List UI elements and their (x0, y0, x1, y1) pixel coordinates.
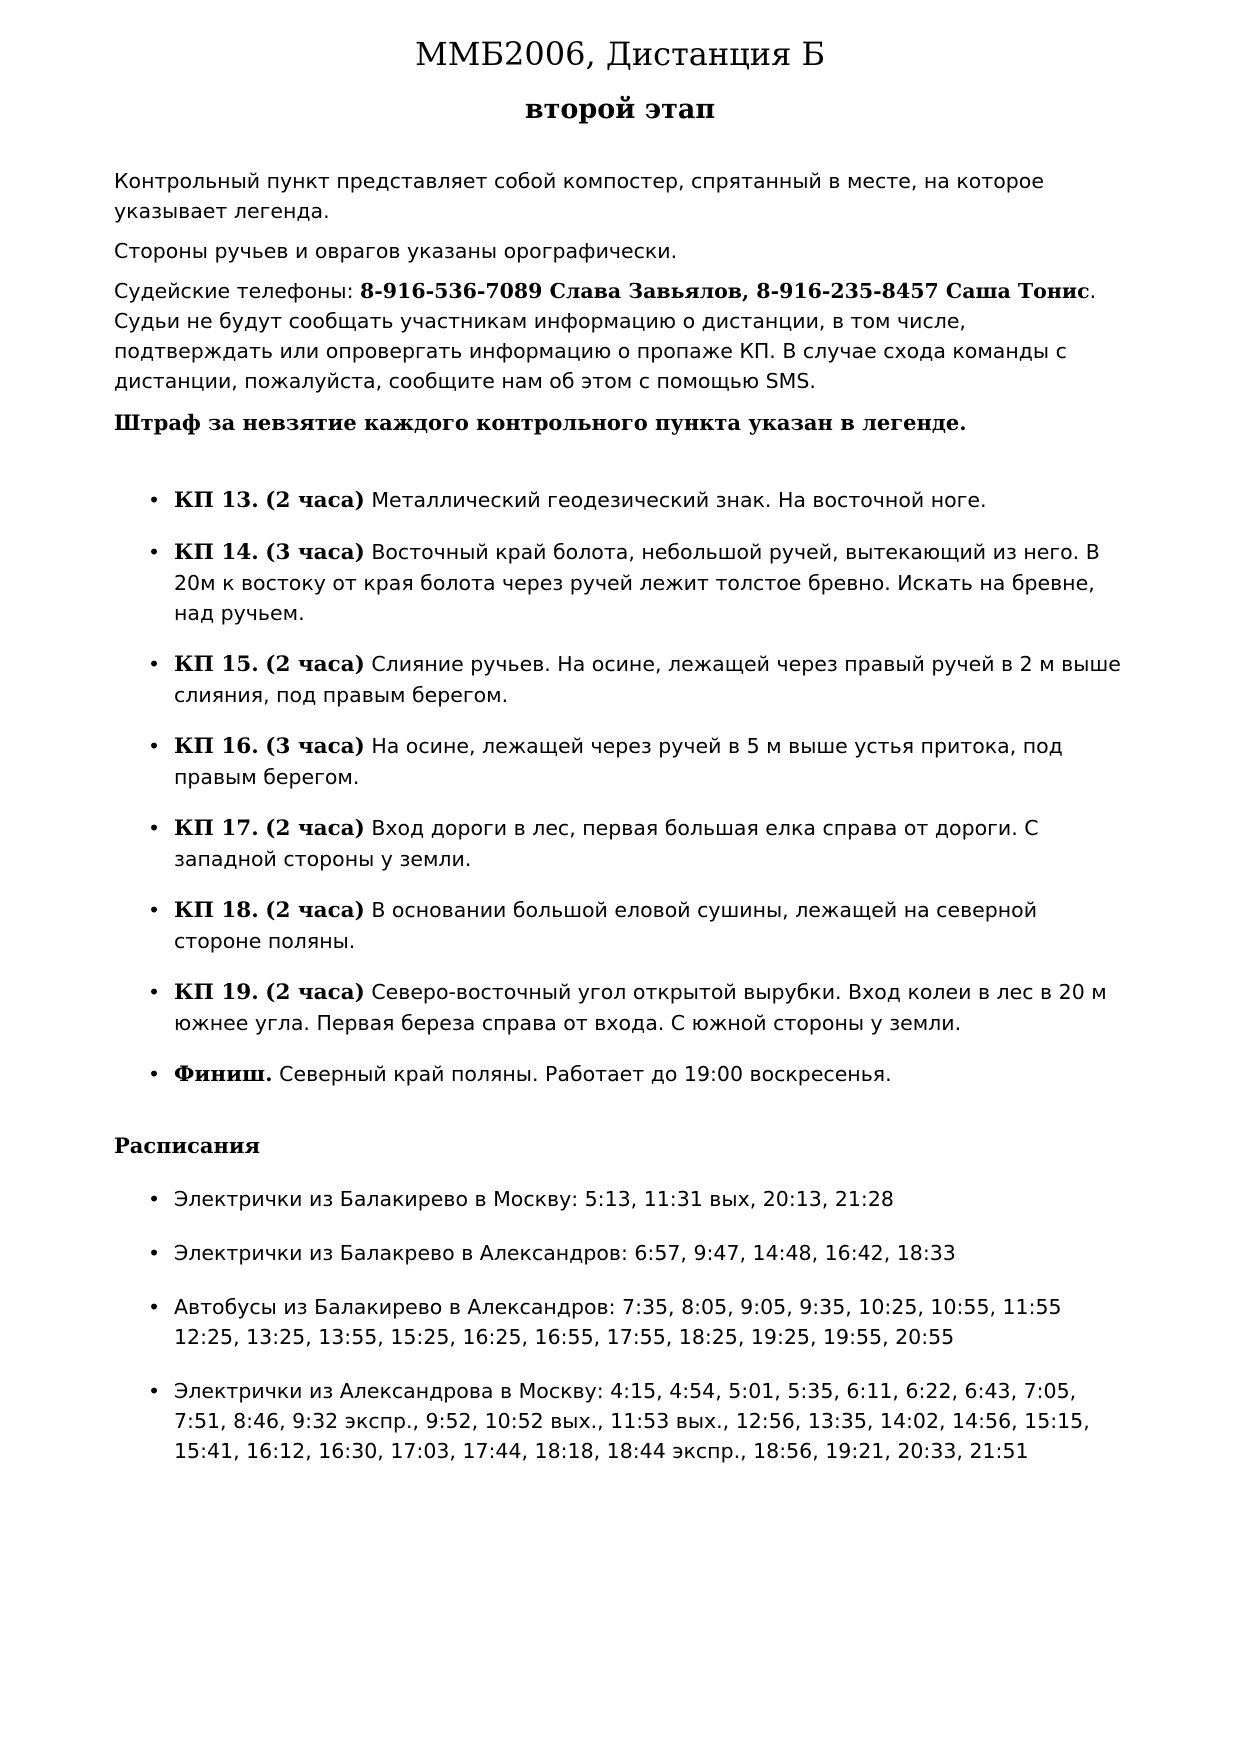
schedule-item (114, 1238, 1126, 1268)
checkpoint-penalty: (2 часа) (265, 898, 365, 923)
finish-head: Финиш. (174, 1062, 273, 1087)
checkpoint-text: Вход дороги в лес, первая большая елка справа от дороги. С западной стороны у земли. (174, 816, 1039, 871)
checkpoint-penalty: (3 часа) (265, 734, 365, 759)
bullet-icon: • (148, 1187, 161, 1211)
finish-item (114, 1059, 1126, 1090)
checkpoint-item (114, 895, 1126, 956)
bullet-icon: • (148, 980, 161, 1004)
checkpoint-penalty: (2 часа) (265, 980, 365, 1005)
schedule-item (114, 1184, 1126, 1214)
checkpoint-text: Слияние ручьев. На осине, лежащей через правый ручей в 2 м выше слияния, под правым берегом. (174, 652, 1121, 707)
intro-paragraph-checkpoint: Контрольный пункт представляет собой компостер, спрятанный в месте, на которое указывает легенда. (114, 169, 1044, 223)
checkpoint-item (114, 537, 1126, 628)
checkpoint-item (114, 485, 1126, 516)
penalty-note: Штраф за невзятие каждого контрольного пункта указан в легенде. (114, 410, 967, 435)
intro-paragraph-orography: Стороны ручьев и оврагов указаны орографически. (114, 239, 678, 263)
checkpoint-item (114, 977, 1126, 1038)
judges-note: . Судьи не будут сообщать участникам информацию о дистанции, в том числе, подтверждать или опровергать информацию о пропаже КП. В случае схода команды с дистанции, пожалуйста, сообщите нам об этом с помощью SMS. (114, 279, 1097, 393)
checkpoint-text: В основании большой еловой сушины, лежащей на северной стороне поляны. (174, 898, 1038, 953)
bullet-icon: • (148, 734, 161, 758)
schedule-text: Электрички из Александрова в Москву: 4:15, 4:54, 5:01, 5:35, 6:11, 6:22, 6:43, 7:05, 7:51, 8:46, 9:32 экспр., 9:52, 10:52 вых., 11:53 вых., 12:56, 13:35, 14:02, 14:56, 15:15, 15:41, 16:12, 16:30, 17:03, 17:44, 18:18, 18:44 экспр., 18:56, 19:21, 20:33, 21:51 (174, 1379, 1090, 1463)
checkpoint-item (114, 731, 1126, 792)
schedule-item (114, 1376, 1126, 1466)
checkpoint-head: КП 15. (174, 652, 259, 677)
schedule-list (114, 1184, 1126, 1466)
checkpoint-list (114, 485, 1126, 1090)
schedule-item (114, 1292, 1126, 1352)
finish-text: Северный край поляны. Работает до 19:00 воскресенья. (279, 1062, 892, 1086)
bullet-icon: • (148, 1241, 161, 1265)
schedule-text: Автобусы из Балакирево в Александров: 7:35, 8:05, 9:05, 9:35, 10:25, 10:55, 11:55 12:25, 13:25, 13:55, 15:25, 16:25, 16:55, 17:55, 18:25, 19:25, 19:55, 20:55 (174, 1295, 1062, 1349)
judges-phones: 8-916-536-7089 Слава Завьялов, 8-916-235-8457 Саша Тонис (360, 279, 1090, 303)
checkpoint-penalty: (2 часа) (265, 652, 365, 677)
bullet-icon: • (148, 1295, 161, 1319)
schedule-text: Электрички из Балакирево в Москву: 5:13, 11:31 вых, 20:13, 21:28 (174, 1187, 894, 1211)
bullet-icon: • (148, 652, 161, 676)
checkpoint-item (114, 813, 1126, 874)
checkpoint-head: КП 18. (174, 898, 259, 923)
checkpoint-head: КП 19. (174, 980, 259, 1005)
bullet-icon: • (148, 816, 161, 840)
page-title: ММБ2006, Дистанция Б (415, 35, 825, 73)
bullet-icon: • (148, 898, 161, 922)
bullet-icon: • (148, 540, 161, 564)
document-page (114, 30, 1126, 1490)
bullet-icon: • (148, 1379, 161, 1403)
checkpoint-penalty: (2 часа) (265, 488, 365, 513)
page-subtitle: второй этап (524, 94, 716, 125)
checkpoint-head: КП 13. (174, 488, 259, 513)
intro-paragraph-judges (114, 276, 1126, 396)
schedule-heading: Расписания (114, 1133, 260, 1158)
checkpoint-item (114, 649, 1126, 710)
checkpoint-head: КП 17. (174, 816, 259, 841)
checkpoint-text: На осине, лежащей через ручей в 5 м выше устья притока, под правым берегом. (174, 734, 1063, 789)
checkpoint-head: КП 14. (174, 540, 259, 565)
checkpoint-text: Металлический геодезический знак. На восточной ноге. (371, 488, 987, 512)
judges-phones-label: Судейские телефоны: (114, 279, 361, 303)
checkpoint-penalty: (2 часа) (265, 816, 365, 841)
checkpoint-text: Восточный край болота, небольшой ручей, вытекающий из него. В 20м к востоку от края болота через ручей лежит толстое бревно. Искать на бревне, над ручьем. (174, 540, 1100, 625)
checkpoint-penalty: (3 часа) (265, 540, 365, 565)
checkpoint-text: Северо-восточный угол открытой вырубки. Вход колеи в лес в 20 м южнее угла. Первая береза справа от входа. С южной стороны у земли. (174, 980, 1107, 1035)
checkpoint-head: КП 16. (174, 734, 259, 759)
bullet-icon: • (148, 488, 161, 512)
bullet-icon: • (148, 1062, 161, 1086)
schedule-text: Электрички из Балакрево в Александров: 6:57, 9:47, 14:48, 16:42, 18:33 (174, 1241, 956, 1265)
